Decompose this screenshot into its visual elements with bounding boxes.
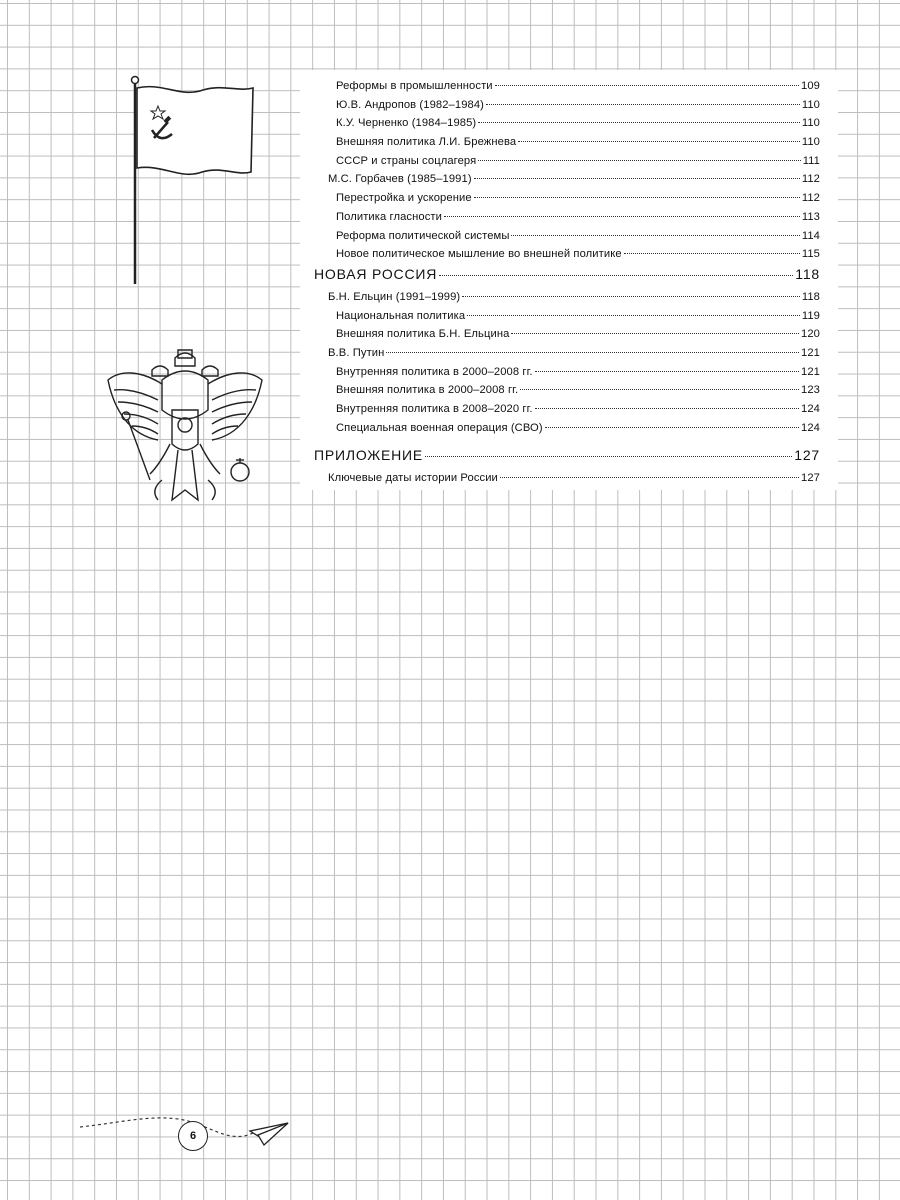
toc-leader	[511, 321, 799, 334]
toc-entry-page: 113	[801, 210, 820, 223]
toc-entry-page: 124	[801, 421, 820, 434]
toc-entry-page: 112	[801, 192, 820, 205]
toc-section-title: НОВАЯ РОССИЯ	[314, 265, 438, 282]
toc-entry-title: Внешняя политика в 2000–2008 гг.	[336, 384, 519, 397]
toc-entry-title: Перестройка и ускорение	[336, 192, 472, 205]
toc-entry-page: 124	[801, 403, 820, 415]
toc-entry-page: 121	[801, 346, 820, 359]
toc-entry-page: 118	[801, 290, 820, 303]
toc-leader	[478, 110, 800, 123]
toc-entry-page: 111	[802, 154, 820, 167]
toc-entry-page: 127	[801, 472, 820, 485]
toc-entry-title: Ю.В. Андропов (1982–1984)	[336, 98, 484, 111]
toc-entry-title: К.У. Черненко (1984–1985)	[336, 117, 477, 130]
toc-entry-page: 110	[801, 98, 820, 111]
page-number: 6	[178, 1121, 208, 1151]
toc-section-title: ПРИЛОЖЕНИЕ	[314, 447, 424, 464]
toc-leader	[474, 166, 800, 179]
toc-leader	[535, 359, 799, 372]
paper-plane-icon	[250, 1123, 288, 1145]
toc-entry-title: Внешняя политика Л.И. Брежнева	[336, 136, 517, 149]
toc-entry-page: 112	[801, 173, 820, 186]
toc-entry-title: Политика гласности	[336, 210, 442, 223]
toc-leader	[425, 443, 792, 457]
toc-leader	[520, 377, 799, 390]
toc-entry-title: Специальная военная операция (СВО)	[336, 421, 543, 434]
toc-leader	[467, 303, 800, 316]
toc-entry-page: 110	[801, 117, 820, 130]
toc-section-page: 118	[795, 265, 820, 282]
toc-entry-page: 123	[801, 384, 820, 397]
toc-entry-title: М.С. Горбачев (1985–1991)	[328, 173, 472, 186]
toc-leader	[535, 396, 799, 409]
toc-leader	[518, 129, 800, 142]
toc-entry[interactable]	[314, 468, 820, 487]
toc-leader	[500, 465, 799, 478]
toc-entry-page: 114	[801, 229, 820, 242]
toc-leader	[478, 148, 800, 161]
toc-list	[314, 76, 820, 487]
toc-entry-title: В.В. Путин	[328, 346, 385, 359]
toc-entry-page: 109	[801, 80, 820, 92]
toc-entry-title: Внутренняя политика в 2000–2008 гг.	[336, 365, 533, 378]
toc-entry[interactable]	[314, 418, 820, 437]
toc-entry-page: 110	[801, 136, 820, 149]
toc-entry-title: СССР и страны соцлагеря	[336, 154, 477, 167]
toc-leader	[474, 185, 800, 198]
toc-entry-title: Ключевые даты истории России	[328, 472, 498, 485]
toc-entry-title: Новое политическое мышление во внешней политике	[336, 248, 622, 261]
toc-leader	[495, 73, 799, 86]
toc-leader	[486, 92, 800, 105]
toc-entry-title: Реформа политической системы	[336, 229, 510, 242]
toc-entry[interactable]	[314, 244, 820, 263]
toc-entry-title: Реформы в промышленности	[336, 80, 493, 92]
toc-entry-page: 120	[801, 328, 820, 341]
toc-leader	[439, 262, 793, 276]
toc-group-new-russia	[314, 287, 820, 437]
toc-entry-title: Национальная политика	[336, 309, 466, 322]
toc-entry-page: 119	[801, 309, 820, 322]
ussr-flag-icon	[118, 72, 263, 292]
toc-leader	[444, 204, 800, 217]
toc-entry-page: 121	[801, 365, 820, 378]
russia-coat-of-arms-icon	[100, 340, 270, 525]
toc-section-page: 127	[794, 447, 820, 464]
toc-leader	[511, 223, 799, 236]
toc-entry-title: Б.Н. Ельцин (1991–1999)	[328, 290, 461, 303]
toc-leader	[624, 241, 800, 254]
toc-leader	[386, 340, 799, 353]
toc-entry-page: 115	[801, 248, 820, 261]
toc-group-appendix	[314, 468, 820, 487]
toc-group-soviet	[314, 76, 820, 263]
toc-leader	[545, 415, 799, 428]
toc-leader	[462, 284, 800, 297]
toc-entry-title: Внутренняя политика в 2008–2020 гг.	[336, 403, 533, 415]
table-of-contents	[300, 70, 838, 490]
toc-entry-title: Внешняя политика Б.Н. Ельцина	[336, 328, 510, 341]
